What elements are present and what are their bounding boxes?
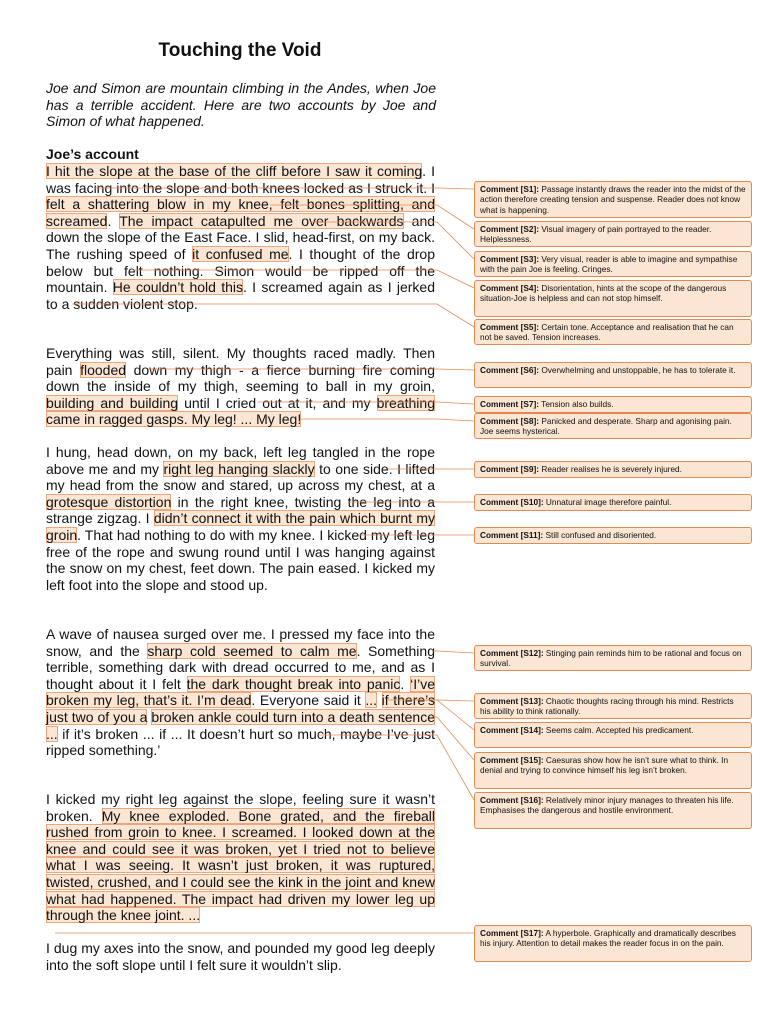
comment-box[interactable] xyxy=(474,752,752,789)
commented-text[interactable]: right leg hanging slackly xyxy=(163,460,315,477)
document-title: Touching the Void xyxy=(158,40,322,61)
commented-text[interactable]: ‘I’ve broken my leg, that’s it. I’m dead xyxy=(46,675,435,709)
comment-label: Comment [S12]: xyxy=(480,648,544,658)
body-text: . That had nothing to do with my knee. I kicked my left leg free of the rope and swung round until I was hanging against the snow on my chest, feet down. The pain eased. I kicked my left foot into the slope and stood up. xyxy=(46,526,435,593)
commented-text[interactable]: ... xyxy=(46,725,58,742)
commented-text[interactable]: broken ankle could turn into a death sentence xyxy=(151,708,436,725)
comment-label: Comment [S4]: xyxy=(480,283,540,293)
comment-box[interactable] xyxy=(474,413,752,439)
commented-text[interactable]: grotesque distortion xyxy=(46,493,172,510)
comment-label: Comment [S9]: xyxy=(480,464,540,474)
comment-text: Unnatural image therefore painful. xyxy=(543,497,672,507)
comment-label: Comment [S11]: xyxy=(480,530,544,540)
comment-label: Comment [S15]: xyxy=(480,755,544,765)
commented-text[interactable]: building and building xyxy=(46,394,179,411)
comment-text: Tension also builds. xyxy=(539,399,614,409)
comment-label: Comment [S1]: xyxy=(480,184,540,194)
comment-label: Comment [S6]: xyxy=(480,365,540,375)
commented-text[interactable]: flooded xyxy=(80,361,127,378)
commented-text[interactable]: sharp cold seemed to calm me xyxy=(147,642,357,659)
comment-box[interactable] xyxy=(474,494,752,511)
comment-box[interactable] xyxy=(474,251,752,277)
body-text: I kicked my right leg against the slope, feeling sure it wasn’t broken. xyxy=(46,791,435,824)
comment-connector xyxy=(310,222,474,259)
comment-connector xyxy=(270,205,474,229)
comment-box[interactable] xyxy=(474,792,752,829)
body-text: . I screamed again as I jerked to a sudden violent stop. xyxy=(46,279,435,312)
commented-text[interactable]: the dark thought break into panic xyxy=(186,675,401,692)
comment-box[interactable] xyxy=(474,693,752,719)
comment-label: Comment [S13]: xyxy=(480,696,544,706)
comment-box[interactable] xyxy=(474,319,752,345)
comment-box[interactable] xyxy=(474,362,752,388)
comment-text: Passage instantly draws the reader into the midst of the action therefore creating tension and suspense. Reader does not know what is happening. xyxy=(480,184,746,215)
comment-connector xyxy=(258,402,474,404)
commented-text[interactable]: My knee exploded. Bone grated, and the fireball rushed from groin to knee. I screamed. I looked down at the knee and could see it was broken, yet I tried not to believe what I was seeing. It wasn’t just broken, it was ruptured, twisted, crushed, and I could see the kink in the joint and knew what had happened. The impact had driven my lower leg up through the knee joint. ... xyxy=(46,807,435,924)
comment-box[interactable] xyxy=(474,280,752,317)
comment-connector xyxy=(432,717,474,760)
commented-text[interactable]: ... xyxy=(365,692,378,709)
comment-text: Certain tone. Acceptance and realisation that he can not be saved. Tension increases. xyxy=(480,322,734,343)
comment-label: Comment [S7]: xyxy=(480,399,540,409)
body-text: to one side. I lifted my head from the snow and stared, up across my chest, at a xyxy=(46,460,435,494)
comment-label: Comment [S16]: xyxy=(480,795,544,805)
comment-label: Comment [S17]: xyxy=(480,928,544,938)
comment-box[interactable] xyxy=(474,527,752,544)
comment-box[interactable] xyxy=(474,722,752,748)
body-text: . xyxy=(107,212,120,229)
commented-text[interactable]: He couldn’t hold this xyxy=(112,279,244,296)
body-text: until I cried out at it, and my xyxy=(178,394,377,411)
comment-text: Caesuras show how he isn’t sure what to think. In denial and trying to convince himself his leg isn’t broken. xyxy=(480,755,729,776)
comment-text: Chaotic thoughts racing through his mind. Restricts his ability to think rationally. xyxy=(480,696,734,717)
comment-label: Comment [S5]: xyxy=(480,322,540,332)
comment-connector xyxy=(148,369,474,370)
comment-connector xyxy=(133,270,474,288)
account-heading: Joe’s account xyxy=(46,146,139,162)
comment-text: Relatively minor injury manages to threaten his life. Emphasises the dangerous and hostile environment. xyxy=(480,795,734,816)
commented-text[interactable]: breathing came in ragged gasps. My leg! ... My leg! xyxy=(46,394,435,428)
body-text: Everything was still, silent. My thoughts raced madly. Then pain xyxy=(46,345,435,378)
comment-text: Overwhelming and unstoppable, he has to tolerate it. xyxy=(539,365,736,375)
body-text: . I was facing into the slope and both knees locked as I struck it. I xyxy=(46,163,435,196)
body-text: . I thought of the drop below but felt nothing. Simon would be ripped off the mountain. xyxy=(46,245,435,296)
intro-paragraph: Joe and Simon are mountain climbing in the Andes, when Joe has a terrible accident. Here are two accounts by Joe and Simon of what happened. xyxy=(46,80,436,130)
commented-text[interactable]: it confused me xyxy=(192,245,289,262)
comment-box[interactable] xyxy=(474,645,752,671)
comment-text: A hyperbole. Graphically and dramatically describes his injury. Attention to detail makes the reader focus in on the pain. xyxy=(480,928,736,949)
comment-label: Comment [S10]: xyxy=(480,497,544,507)
comment-text: Disorientation, hints at the scope of the dangerous situation-Joe is helpless and can not stop himself. xyxy=(480,283,727,304)
body-text: in the right knee, twisting the leg into a strange zigzag. I xyxy=(46,493,435,527)
comment-box[interactable] xyxy=(474,221,752,247)
comment-connector xyxy=(410,700,474,730)
body-text: I hung, head down, on my back, left leg tangled in the rope above me and my xyxy=(46,444,435,477)
commented-text[interactable]: didn’t connect it with the pain which burnt my groin xyxy=(46,510,435,543)
body-text: down my thigh - a fierce burning fire coming down the inside of my thigh, seeming to ball in my groin, xyxy=(46,361,436,395)
comment-text: Stinging pain reminds him to be rational and focus on survival. xyxy=(480,648,742,669)
comment-box[interactable] xyxy=(474,925,752,962)
comment-box[interactable] xyxy=(474,396,752,413)
comment-text: Still confused and disoriented. xyxy=(543,530,657,540)
comment-connector xyxy=(300,419,474,421)
comment-label: Comment [S3]: xyxy=(480,254,540,264)
body-text: . Everyone said it xyxy=(251,692,366,709)
commented-text[interactable]: if there’s just two of you a xyxy=(46,692,435,725)
comment-text: Panicked and desperate. Sharp and agonising pain. Joe seems hysterical. xyxy=(480,416,732,437)
body-text: . xyxy=(400,675,411,692)
comment-text: Seems calm. Accepted his predicament. xyxy=(543,725,694,735)
comment-connector xyxy=(72,304,474,327)
comment-label: Comment [S14]: xyxy=(480,725,544,735)
body-text: . Something terrible, something dark with dread occurred to me, and as I thought about it I felt xyxy=(46,642,435,692)
comment-connector xyxy=(95,188,474,189)
commented-text[interactable]: felt a shattering blow in my knee, felt bones splitting, and screamed xyxy=(46,196,435,229)
commented-text[interactable]: The impact catapulted me over backwards xyxy=(119,212,404,229)
comment-text: Visual imagery of pain portrayed to the reader. Helplessness. xyxy=(480,224,712,245)
comment-text: Very visual, reader is able to imagine and sympathise with the pain Joe is feeling. Cringes. xyxy=(480,254,738,275)
body-text: and down the slope of the East Face. I slid, head-first, on my back. The rushing speed of xyxy=(46,212,436,262)
body-text: if it’s broken ... if ... It doesn’t hurt so much, maybe I’ve just ripped something.’ xyxy=(46,725,435,759)
comment-text: Reader realises he is severely injured. xyxy=(539,464,682,474)
comment-connector xyxy=(318,735,474,800)
comment-box[interactable] xyxy=(474,181,752,218)
comment-label: Comment [S8]: xyxy=(480,416,540,426)
commented-text[interactable]: I hit the slope at the base of the cliff before I saw it coming xyxy=(46,163,423,179)
body-text: A wave of nausea surged over me. I pressed my face into the snow, and the xyxy=(46,626,435,659)
comment-label: Comment [S2]: xyxy=(480,224,540,234)
body-text: I dug my axes into the snow, and pounded my good leg deeply into the soft slope until I felt sure it wouldn’t slip. xyxy=(46,940,435,973)
comment-connector xyxy=(432,651,474,653)
comment-box[interactable] xyxy=(474,461,752,478)
